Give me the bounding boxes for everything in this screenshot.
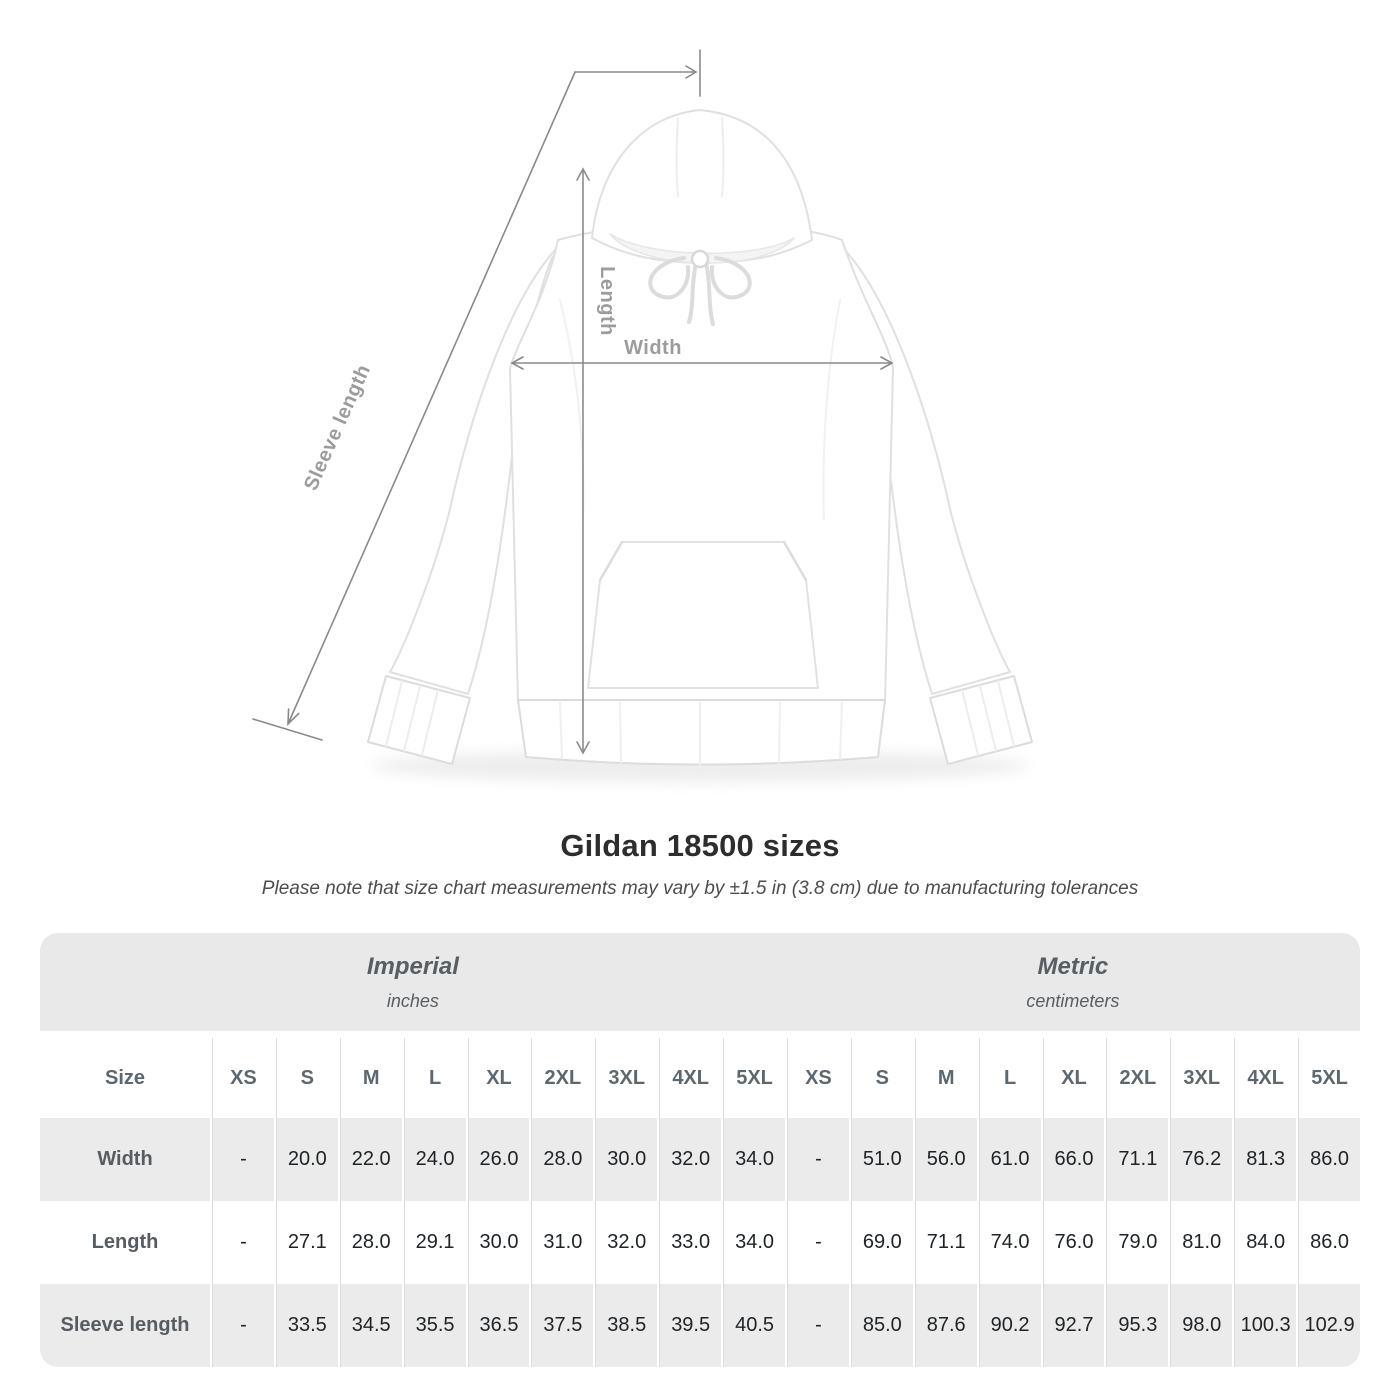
sleeve-length-label: Sleeve length bbox=[299, 361, 376, 494]
size-column-header: Size bbox=[40, 1038, 210, 1118]
metric-label: Metric bbox=[1037, 952, 1109, 980]
value-cell: 29.1 bbox=[404, 1201, 466, 1284]
value-cell: 20.0 bbox=[276, 1118, 338, 1201]
hood bbox=[592, 110, 812, 263]
size-grid bbox=[40, 1038, 1360, 1367]
value-cell: 56.0 bbox=[915, 1118, 977, 1201]
value-cell: 76.0 bbox=[1043, 1201, 1105, 1284]
value-cell: 81.3 bbox=[1234, 1118, 1296, 1201]
value-cell: 84.0 bbox=[1234, 1201, 1296, 1284]
value-cell: 87.6 bbox=[915, 1284, 977, 1367]
value-cell: 28.0 bbox=[531, 1118, 593, 1201]
value-cell: - bbox=[212, 1284, 274, 1367]
metric-group-header bbox=[786, 933, 1360, 1031]
imperial-size-header: M bbox=[340, 1038, 402, 1118]
value-cell: 38.5 bbox=[595, 1284, 657, 1367]
heading-block bbox=[0, 828, 1400, 900]
value-cell: 31.0 bbox=[531, 1201, 593, 1284]
value-cell: - bbox=[787, 1118, 849, 1201]
value-cell: 34.0 bbox=[723, 1201, 785, 1284]
value-cell: 85.0 bbox=[851, 1284, 913, 1367]
metric-size-header: M bbox=[915, 1038, 977, 1118]
value-cell: 86.0 bbox=[1298, 1118, 1360, 1201]
value-cell: 22.0 bbox=[340, 1118, 402, 1201]
metric-size-header: XS bbox=[787, 1038, 849, 1118]
value-cell: 95.3 bbox=[1106, 1284, 1168, 1367]
metric-size-header: XL bbox=[1043, 1038, 1105, 1118]
page-title: Gildan 18500 sizes bbox=[560, 828, 840, 863]
metric-size-header: S bbox=[851, 1038, 913, 1118]
imperial-size-header: XS bbox=[212, 1038, 274, 1118]
value-cell: 66.0 bbox=[1043, 1118, 1105, 1201]
value-cell: 33.5 bbox=[276, 1284, 338, 1367]
imperial-size-header: L bbox=[404, 1038, 466, 1118]
metric-size-header: 3XL bbox=[1170, 1038, 1232, 1118]
value-cell: 61.0 bbox=[979, 1118, 1041, 1201]
value-cell: 27.1 bbox=[276, 1201, 338, 1284]
tolerance-note: Please note that size chart measurements may vary by ±1.5 in (3.8 cm) due to manufacturing tolerances bbox=[261, 878, 1139, 899]
imperial-unit: inches bbox=[386, 990, 439, 1011]
value-cell: 28.0 bbox=[340, 1201, 402, 1284]
value-cell: 34.0 bbox=[723, 1118, 785, 1201]
hem-band bbox=[518, 700, 885, 765]
size-chart-table bbox=[40, 933, 1360, 1367]
value-cell: 37.5 bbox=[531, 1284, 593, 1367]
value-cell: 35.5 bbox=[404, 1284, 466, 1367]
value-cell: 30.0 bbox=[468, 1201, 530, 1284]
value-cell: 32.0 bbox=[659, 1118, 721, 1201]
metric-size-header: 2XL bbox=[1106, 1038, 1168, 1118]
value-cell: 90.2 bbox=[979, 1284, 1041, 1367]
value-cell: - bbox=[787, 1201, 849, 1284]
metric-size-header: L bbox=[979, 1038, 1041, 1118]
metric-unit: centimeters bbox=[1026, 990, 1120, 1011]
metric-size-header: 5XL bbox=[1298, 1038, 1360, 1118]
imperial-label: Imperial bbox=[366, 952, 459, 980]
value-cell: 30.0 bbox=[595, 1118, 657, 1201]
value-cell: 86.0 bbox=[1298, 1201, 1360, 1284]
unit-banner bbox=[40, 933, 1360, 1031]
value-cell: 33.0 bbox=[659, 1201, 721, 1284]
width-label: Width bbox=[624, 337, 682, 359]
value-cell: 36.5 bbox=[468, 1284, 530, 1367]
value-cell: 76.2 bbox=[1170, 1118, 1232, 1201]
value-cell: 32.0 bbox=[595, 1201, 657, 1284]
imperial-size-header: 5XL bbox=[723, 1038, 785, 1118]
value-cell: 51.0 bbox=[851, 1118, 913, 1201]
value-cell: - bbox=[212, 1118, 274, 1201]
value-cell: 98.0 bbox=[1170, 1284, 1232, 1367]
value-cell: 92.7 bbox=[1043, 1284, 1105, 1367]
value-cell: - bbox=[787, 1284, 849, 1367]
row-label-sleeve-length: Sleeve length bbox=[40, 1284, 210, 1367]
value-cell: 74.0 bbox=[979, 1201, 1041, 1284]
imperial-size-header: 4XL bbox=[659, 1038, 721, 1118]
kangaroo-pocket bbox=[588, 542, 818, 688]
value-cell: - bbox=[212, 1201, 274, 1284]
imperial-group-header bbox=[40, 933, 786, 1031]
value-cell: 100.3 bbox=[1234, 1284, 1296, 1367]
imperial-size-header: S bbox=[276, 1038, 338, 1118]
hoodie-image bbox=[368, 110, 1032, 765]
row-label-length: Length bbox=[40, 1201, 210, 1284]
imperial-size-header: 2XL bbox=[531, 1038, 593, 1118]
row-label-width: Width bbox=[40, 1118, 210, 1201]
value-cell: 24.0 bbox=[404, 1118, 466, 1201]
value-cell: 71.1 bbox=[1106, 1118, 1168, 1201]
value-cell: 26.0 bbox=[468, 1118, 530, 1201]
imperial-size-header: XL bbox=[468, 1038, 530, 1118]
value-cell: 71.1 bbox=[915, 1201, 977, 1284]
metric-size-header: 4XL bbox=[1234, 1038, 1296, 1118]
value-cell: 79.0 bbox=[1106, 1201, 1168, 1284]
imperial-size-header: 3XL bbox=[595, 1038, 657, 1118]
value-cell: 102.9 bbox=[1298, 1284, 1360, 1367]
value-cell: 69.0 bbox=[851, 1201, 913, 1284]
length-label: Length bbox=[596, 266, 618, 336]
value-cell: 40.5 bbox=[723, 1284, 785, 1367]
value-cell: 39.5 bbox=[659, 1284, 721, 1367]
value-cell: 34.5 bbox=[340, 1284, 402, 1367]
value-cell: 81.0 bbox=[1170, 1201, 1232, 1284]
